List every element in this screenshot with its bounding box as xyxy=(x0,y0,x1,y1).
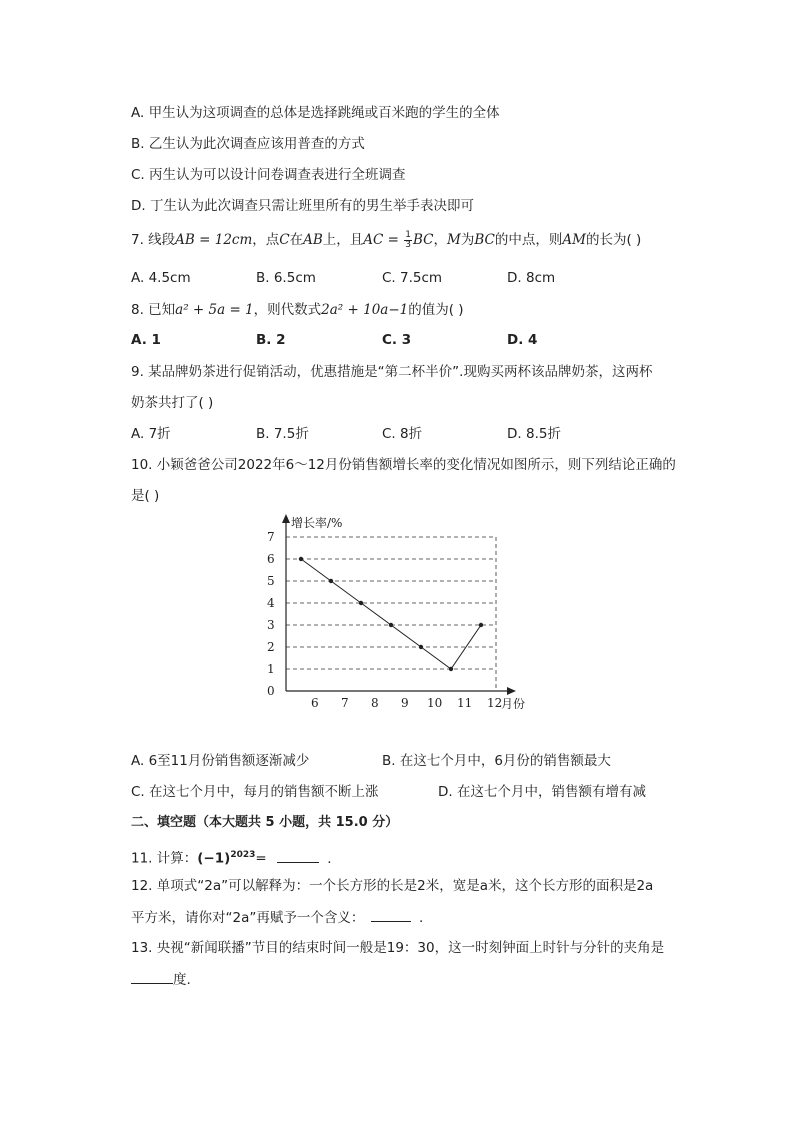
chart-xlabel: 月份 xyxy=(501,697,526,711)
q8-option-d: D. 4 xyxy=(507,332,538,348)
q10-option-c: C. 在这七个月中，每月的销售额不断上涨 xyxy=(131,784,379,800)
q8-stem: 8. 已知a² + 5a = 1，则代数式2a² + 10a−1的值为( ) xyxy=(131,302,464,318)
x-tick-label: 12 xyxy=(487,696,503,710)
q9-option-c: C. 8折 xyxy=(382,426,423,442)
q7-option-d: D. 8cm xyxy=(507,270,556,286)
q9-stem-line1: 9. 某品牌奶茶进行促销活动，优惠措施是“第二杯半价”.现购买两杯该品牌奶茶，这两杯 xyxy=(131,364,653,380)
q10-option-a: A. 6至11月份销售额逐渐减少 xyxy=(131,753,310,769)
q7-option-a: A. 4.5cm xyxy=(131,270,191,286)
data-point xyxy=(329,579,333,583)
y-tick-label: 0 xyxy=(267,684,275,698)
q10-option-d: D. 在这七个月中，销售额有增有减 xyxy=(438,784,646,800)
q6-option-b: B. 乙生认为此次调查应该用普查的方式 xyxy=(131,136,365,152)
q8-option-c: C. 3 xyxy=(382,332,412,348)
q12-stem-line1: 12. 单项式“2a”可以解释为：一个长方形的长是2米，宽是a米，这个长方形的面积是2a xyxy=(131,878,654,894)
q7-option-c: C. 7.5cm xyxy=(382,270,443,286)
q10-stem-line1: 10. 小颖爸爸公司2022年6～12月份销售额增长率的变化情况如图所示，则下列结论正确的 xyxy=(131,457,676,473)
q13-stem-line1: 13. 央视“新闻联播”节目的结束时间一般是19：30，这一时刻钟面上时针与分针的夹角是 xyxy=(131,940,665,956)
x-tick-label: 7 xyxy=(341,696,349,710)
x-tick-label: 10 xyxy=(427,696,443,710)
y-tick-label: 5 xyxy=(267,574,275,588)
x-tick-label: 9 xyxy=(401,696,409,710)
series-line xyxy=(301,559,481,669)
chart-ylabel: 增长率/% xyxy=(291,516,343,530)
q9-option-b: B. 7.5折 xyxy=(256,426,309,442)
chart-grid xyxy=(286,537,496,691)
y-tick-label: 2 xyxy=(267,640,275,654)
fraction: $\frac{1}{3}$ xyxy=(405,229,412,250)
data-point xyxy=(449,667,453,671)
data-point xyxy=(479,623,483,627)
y-tick-label: 7 xyxy=(267,530,275,544)
data-point xyxy=(359,601,363,605)
data-point xyxy=(419,645,423,649)
y-tick-label: 3 xyxy=(267,618,275,632)
y-axis-arrow xyxy=(282,514,290,523)
q6-option-d: D. 丁生认为此次调查只需让班里所有的男生举手表决即可 xyxy=(131,198,474,214)
q9-option-a: A. 7折 xyxy=(131,426,171,442)
q6-option-c: C. 丙生认为可以设计问卷调查表进行全班调查 xyxy=(131,167,406,183)
q10-stem-line2: 是( ) xyxy=(131,488,160,504)
answer-blank xyxy=(277,848,319,863)
data-point xyxy=(299,557,303,561)
q13-stem-line2: 度. xyxy=(131,969,191,990)
y-tick-label: 6 xyxy=(267,552,275,566)
chart-series xyxy=(299,557,483,671)
section-heading: 二、填空题（本大题共 5 小题，共 15.0 分） xyxy=(131,815,399,830)
q8-option-a: A. 1 xyxy=(131,332,161,348)
answer-blank xyxy=(131,969,173,984)
x-tick-label: 6 xyxy=(311,696,319,710)
q6-option-a: A. 甲生认为这项调查的总体是选择跳绳或百米跑的学生的全体 xyxy=(131,105,500,121)
q8-option-b: B. 2 xyxy=(256,332,286,348)
x-tick-label: 8 xyxy=(371,696,379,710)
chart-axes xyxy=(267,514,516,710)
q7-option-b: B. 6.5cm xyxy=(256,270,316,286)
y-tick-label: 1 xyxy=(267,662,275,676)
answer-blank xyxy=(371,907,411,922)
data-point xyxy=(389,623,393,627)
q11-stem: 11. 计算：$(-1)^{2023}=$ . xyxy=(131,845,332,869)
x-axis-arrow xyxy=(507,687,516,695)
q10-option-b: B. 在这七个月中，6月份的销售额最大 xyxy=(382,753,611,769)
q12-stem-line2: 平方米，请你对“2a”再赋予一个含义： . xyxy=(131,907,423,928)
q7-stem: 7. 线段AB = 12cm，点C在AB上，且AC = $\frac{1}{3}$ BC，M为BC的中点，则AM的长为( ) xyxy=(131,229,642,250)
y-tick-label: 4 xyxy=(267,596,275,610)
q9-option-d: D. 8.5折 xyxy=(507,426,561,442)
x-tick-label: 11 xyxy=(457,696,473,710)
q9-stem-line2: 奶茶共打了( ) xyxy=(131,395,214,411)
growth-rate-chart xyxy=(255,510,545,715)
